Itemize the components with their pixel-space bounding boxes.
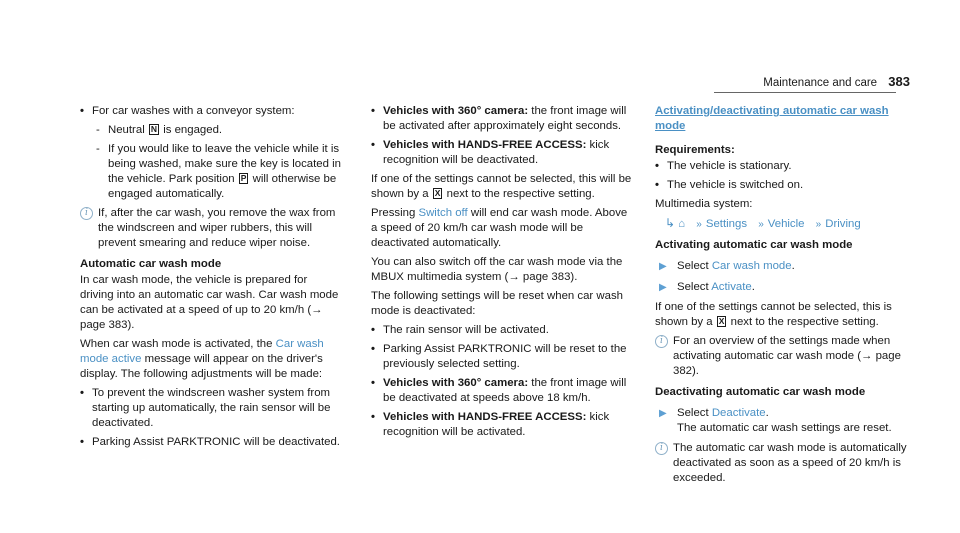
paragraph (655, 300, 915, 330)
activate-heading: Activating automatic car wash mode (655, 239, 853, 251)
paragraph (371, 206, 633, 251)
info-icon: i (655, 442, 668, 455)
path-driving[interactable]: Driving (825, 218, 861, 230)
double-chevron-icon: » (815, 219, 822, 230)
deactivate-link[interactable]: Deactivate (711, 407, 766, 419)
sub-list-text: Neutral (108, 124, 148, 136)
sub-list-item (92, 142, 342, 202)
list-item (80, 386, 342, 431)
info-icon: i (80, 207, 93, 220)
step-text: . (791, 260, 795, 272)
system-label: Multimedia system: (655, 198, 753, 210)
unavailable-x-icon: X (718, 316, 725, 326)
list-item (371, 376, 633, 406)
list-item (371, 342, 633, 372)
deactivate-heading: Deactivating automatic car wash mode (655, 386, 866, 398)
note-text: For an overview of the settings made when activating automatic car wash mode (→ page 382). (673, 335, 901, 377)
list-item (655, 159, 915, 174)
list-item-label: Vehicles with HANDS-FREE ACCESS: (383, 411, 587, 423)
note-text: The automatic car wash mode is automatically deactivated as soon as a speed of 20 km/h is exceeded. (673, 442, 907, 484)
gear-p-symbol: P (240, 173, 247, 183)
header-divider (714, 92, 896, 93)
list-item-text: kick recognition will be activated. (383, 411, 610, 438)
car-wash-mode-link[interactable]: Car wash mode (711, 260, 792, 272)
paragraph (371, 172, 633, 202)
paragraph: The following settings will be reset when car wash mode is deactivated: (371, 290, 623, 317)
page-number: 383 (888, 74, 910, 89)
list-item-text: Parking Assist PARKTRONIC will be deactivated. (92, 436, 340, 448)
list-item (80, 435, 342, 450)
paragraph (80, 337, 342, 382)
step-result: The automatic car wash settings are reset. (677, 422, 892, 434)
requirements-heading: Requirements: (655, 144, 735, 156)
sub-list-item (92, 123, 342, 138)
list-item-text: To prevent the windscreen washer system from starting up automatically, the rain sensor will be deactivated. (92, 387, 331, 429)
paragraph-text: Pressing (371, 207, 419, 219)
list-item-text: the front image will be activated after approximately eight seconds. (383, 105, 627, 132)
triangle-arrow-icon: ▶ (659, 408, 667, 419)
paragraph-text: next to the respective setting. (443, 188, 595, 200)
section-title-link[interactable]: Activating/deactivating automatic car wash mode (655, 105, 889, 132)
step-text: . (751, 281, 755, 293)
list-item-text: the front image will be deactivated at speeds above 18 km/h. (383, 377, 627, 404)
list-item (80, 104, 342, 119)
paragraph-text: will end car wash mode. Above a speed of 20 km/h car wash mode will be deactivated automatically. (371, 207, 628, 249)
menu-path (665, 216, 915, 232)
home-icon[interactable]: ⌂ (678, 218, 686, 230)
list-item-text: The rain sensor will be activated. (383, 324, 549, 336)
list-item (655, 178, 915, 193)
paragraph-text: If one of the settings cannot be selected, this is shown by a (655, 301, 892, 328)
note (80, 206, 342, 251)
paragraph-text: When car wash mode is activated, the (80, 338, 276, 350)
sub-list-text: is engaged. (160, 124, 223, 136)
paragraph-text: message will appear on the driver's display. The following adjustments will be made: (80, 353, 323, 380)
triangle-arrow-icon: ▶ (659, 261, 667, 272)
double-chevron-icon: » (696, 219, 702, 230)
list-item-label: Vehicles with 360° camera: (383, 105, 529, 117)
paragraph: In car wash mode, the vehicle is prepared for driving into an automatic car wash. Car wash mode can be activated at a speed of up to 20 km/h (→ page 383). (80, 274, 339, 331)
step (655, 259, 915, 274)
column-right (655, 104, 915, 491)
list-item-label: Vehicles with HANDS-FREE ACCESS: (383, 139, 587, 151)
list-item-text: The vehicle is switched on. (667, 179, 804, 191)
paragraph-text: If one of the settings cannot be selected, this will be shown by a (371, 173, 632, 200)
note (655, 441, 915, 486)
sub-list-text: If you would like to leave the vehicle while it is being washed, make sure the key is located in the vehicle. Park position (108, 143, 342, 185)
step (655, 280, 915, 295)
page-header (763, 74, 910, 89)
paragraph: You can also switch off the car wash mode via the MBUX multimedia system (→ page 383). (371, 256, 623, 283)
car-wash-mode-active-link[interactable]: Car wash mode active (80, 338, 324, 365)
step-text: Select (677, 281, 712, 293)
path-vehicle[interactable]: Vehicle (767, 218, 805, 230)
list-item (371, 138, 633, 168)
section-title: Maintenance and care (763, 77, 878, 89)
switch-off-link[interactable]: Switch off (418, 207, 468, 219)
list-item (371, 104, 633, 134)
column-left (80, 104, 342, 454)
paragraph-text: next to the respective setting. (727, 316, 879, 328)
list-item-text: The vehicle is stationary. (667, 160, 792, 172)
step-text: . (765, 407, 769, 419)
list-item (371, 323, 633, 338)
note (655, 334, 915, 379)
note-text: If, after the car wash, you remove the wax from the windscreen and wiper rubbers, this will prevent smearing and reduce wiper noise. (98, 207, 336, 249)
section-heading: Automatic car wash mode (80, 258, 222, 270)
column-middle (371, 104, 633, 444)
activate-link[interactable]: Activate (711, 281, 752, 293)
step-text: Select (677, 260, 712, 272)
step (655, 406, 915, 436)
list-item-label: Vehicles with 360° camera: (383, 377, 529, 389)
list-item-text: kick recognition will be deactivated. (383, 139, 610, 166)
return-arrow-icon: ↳ (665, 216, 676, 230)
list-item-text: Parking Assist PARKTRONIC will be reset to the previously selected setting. (383, 343, 627, 370)
triangle-arrow-icon: ▶ (659, 282, 667, 293)
unavailable-x-icon: X (434, 188, 441, 198)
path-settings[interactable]: Settings (705, 218, 748, 230)
gear-n-symbol: N (150, 124, 158, 134)
double-chevron-icon: » (758, 219, 764, 230)
list-item (371, 410, 633, 440)
list-item-text: For car washes with a conveyor system: (92, 105, 295, 117)
sub-list-text: will otherwise be engaged automatically. (108, 173, 337, 200)
step-text: Select (677, 407, 712, 419)
info-icon: i (655, 335, 668, 348)
